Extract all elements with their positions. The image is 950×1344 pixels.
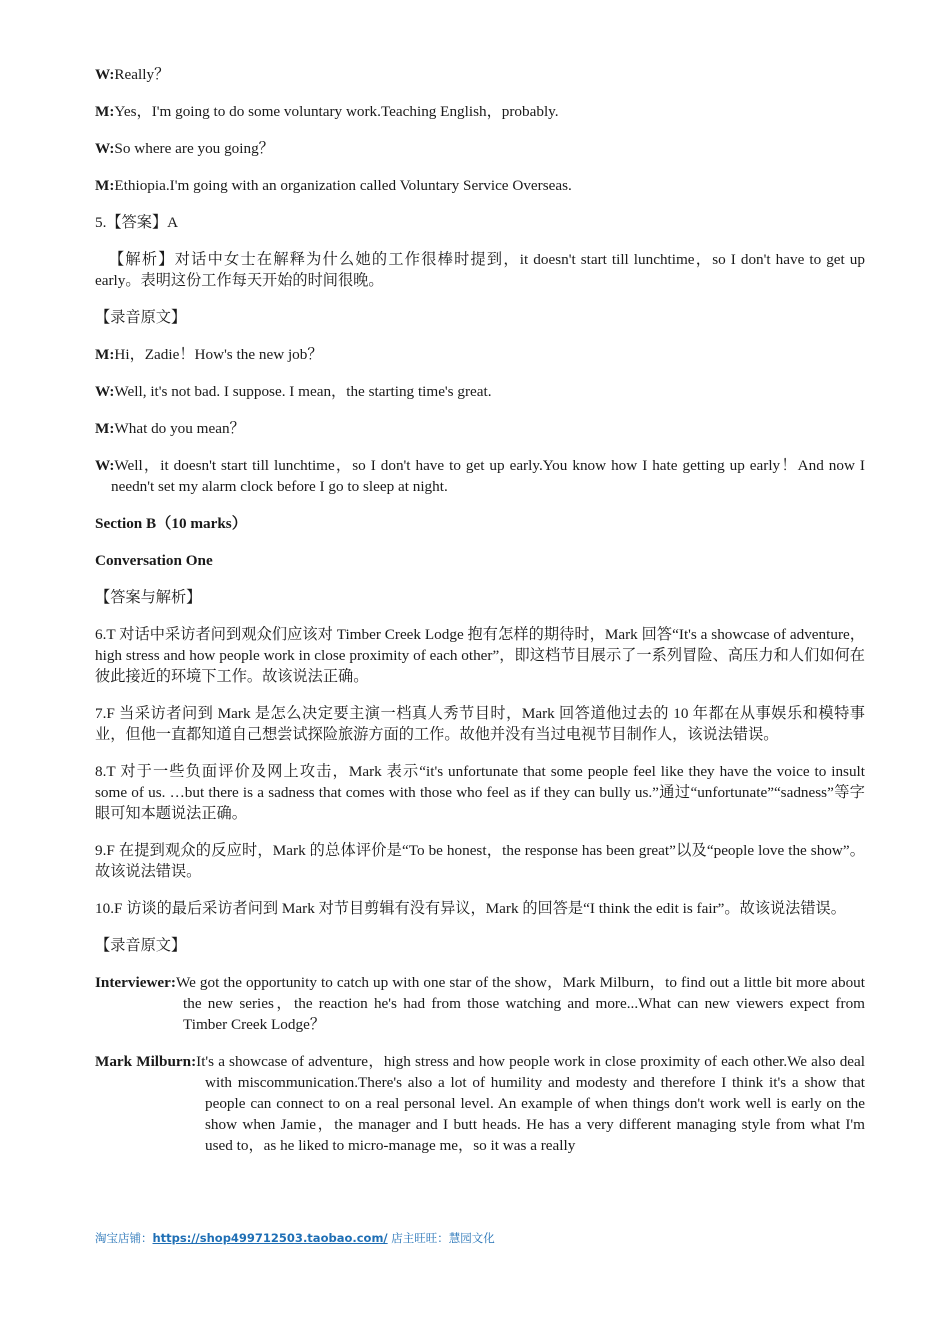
dialog-line: W:Well，it doesn't start till lunchtime，so I don't have to get up early.You know how I hate getting up early！And now I needn't set my alarm clock before I go to sleep at night. [95, 457, 865, 495]
answer-item: 8.T 对于一些负面评价及网上攻击，Mark 表示“it's unfortunate that some people feel like they have the voice to insult some of us. …but there is a sadness that comes with those who feel as if they can bully us.”通过“unfortunate”“sadness”等字眼可知本题说法正确。 [95, 763, 865, 822]
document-page [95, 64, 865, 1172]
answers-title: 【答案与解析】 [95, 589, 202, 606]
shop-label: 淘宝店铺： [95, 1231, 153, 1245]
owner-label: 店主旺旺：慧园文化 [387, 1231, 495, 1245]
dialog-a [95, 64, 865, 196]
transcript-title: 【录音原文】 [95, 937, 187, 954]
answer-item: 10.F 访谈的最后采访者问到 Mark 对节目剪辑有没有异议，Mark 的回答是“I think the edit is fair”。故该说法错误。 [95, 900, 846, 917]
interview-line: Mark Milburn:It's a showcase of adventure，high stress and how people work in close proximity of each other.We also deal with miscommunication.There's also a lot of humility and modesty and therefore I think it's a show that people can connect to on a real personal level. An example of when things don't work well is early on the show when Jamie，the manager and I butt heads. He has a very different managing style from what I'm used to，as he liked to micro-manage me，so it was a really [95, 1053, 866, 1154]
dialog-line: W:Well, it's not bad. I suppose. I mean，the starting time's great. [95, 383, 492, 400]
answer-item: 6.T 对话中采访者问到观众们应该对 Timber Creek Lodge 抱有怎样的期待时，Mark 回答“It's a showcase of adventure，high stress and how people work in close proximity of each other”，即这档节目展示了一系列冒险、高压力和人们如何在彼此接近的环境下工作。故该说法正确。 [95, 626, 865, 685]
answer-item: 9.F 在提到观众的反应时，Mark 的总体评价是“To be honest，the response has been great”以及“people love the show”。故该说法错误。 [95, 842, 865, 880]
answers-list [95, 624, 865, 919]
dialog-line: M:Hi，Zadie！How's the new job？ [95, 346, 323, 363]
dialog-line: W:So where are you going？ [95, 140, 274, 157]
conversation-title: Conversation One [95, 552, 213, 569]
shop-link[interactable]: https://shop499712503.taobao.com/ [152, 1231, 388, 1245]
section-b-title: Section B（10 marks） [95, 515, 247, 532]
dialog-b [95, 344, 865, 497]
q5-transcript-title: 【录音原文】 [95, 309, 187, 326]
answer-item: 7.F 当采访者问到 Mark 是怎么决定要主演一档真人秀节目时，Mark 回答道他过去的 10 年都在从事娱乐和模特事业，但他一直都知道自己想尝试探险旅游方面的工作。故他并没有当过电视节目制作人，该说法错误。 [95, 705, 865, 743]
dialog-line: M:What do you mean？ [95, 420, 245, 437]
interview-transcript [95, 972, 865, 1156]
page-footer [95, 1230, 495, 1246]
dialog-line: M:Yes，I'm going to do some voluntary work.Teaching English，probably. [95, 103, 559, 120]
q5-answer: 5.【答案】A [95, 214, 179, 231]
dialog-line: M:Ethiopia.I'm going with an organization called Voluntary Service Overseas. [95, 177, 572, 194]
interview-line: Interviewer:We got the opportunity to catch up with one star of the show，Mark Milburn，to find out a little bit more about the new series，the reaction he's had from those watching and more...What can new viewers expect from Timber Creek Lodge？ [95, 974, 865, 1033]
dialog-line: W:Really？ [95, 66, 170, 83]
q5-analysis: 【解析】对话中女士在解释为什么她的工作很棒时提到，it doesn't start till lunchtime，so I don't have to get up early。表明这份工作每天开始的时间很晚。 [95, 251, 865, 289]
